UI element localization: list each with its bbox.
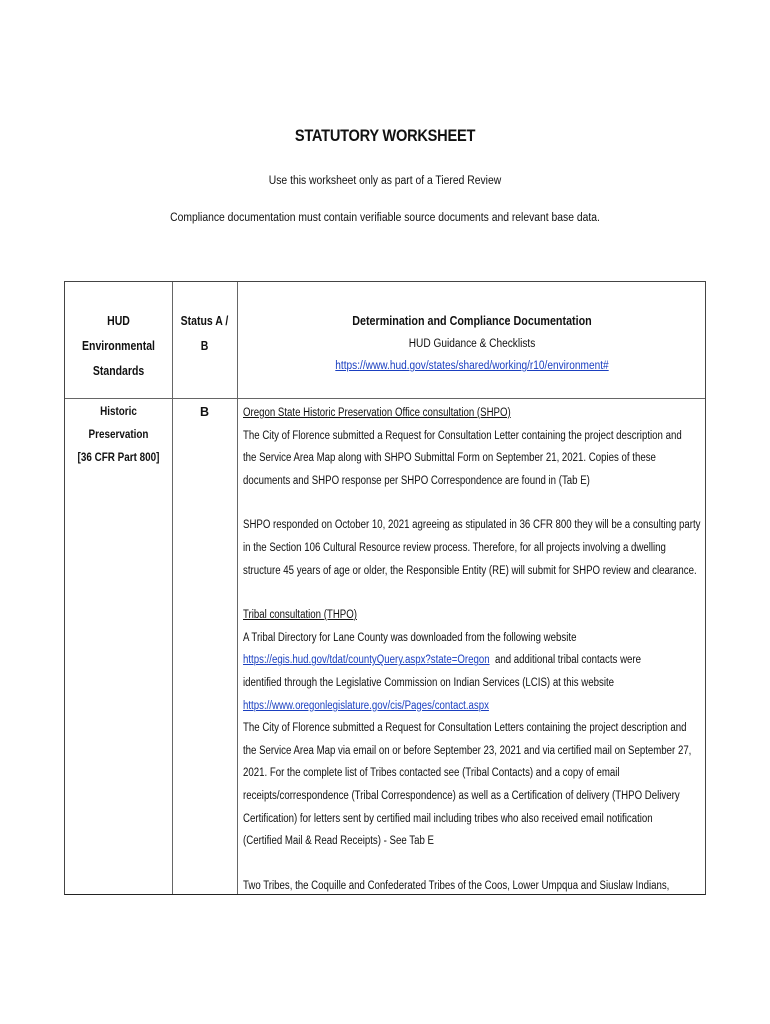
thpo-text-line: receipts/correspondence (Tribal Correspondence) as well as a Certification of delivery (THPO Delivery — [243, 789, 680, 802]
header-standards — [65, 309, 172, 384]
hud-guidance-link[interactable]: https://www.hud.gov/states/shared/working/r10/environment# — [335, 360, 609, 372]
thpo-text-after-link: and additional tribal contacts were — [494, 654, 642, 667]
worksheet-instruction: Use this worksheet only as part of a Tiered Review — [268, 175, 502, 187]
thpo-text-line: (Certified Mail & Read Receipts) - See Tab E — [243, 835, 434, 848]
shpo-response-line: SHPO responded on October 10, 2021 agreeing as stipulated in 36 CFR 800 they will be a consulting party — [243, 519, 701, 532]
header-standards-line2: Standards — [92, 364, 145, 378]
column-divider — [172, 282, 173, 894]
thpo-text-line: the Service Area Map via email on or before September 23, 2021 and via certified mail on September 27, — [243, 744, 692, 757]
standard-citation: [36 CFR Part 800] — [77, 452, 160, 464]
shpo-response-line: in the Section 106 Cultural Resource review process. Therefore, for all projects involving a dwelling — [243, 541, 666, 554]
thpo-heading: Tribal consultation (THPO) — [243, 609, 357, 622]
compliance-note: Compliance documentation must contain verifiable source documents and relevant base data. — [170, 212, 600, 224]
tribal-directory-link[interactable]: https://egis.hud.gov/tdat/countyQuery.aspx?state=Oregon — [243, 654, 490, 667]
status-value: B — [199, 405, 210, 419]
determination-cell — [243, 402, 705, 897]
page-title: STATUTORY WORKSHEET — [294, 126, 476, 145]
thpo-text-line: The City of Florence submitted a Request for Consultation Letters containing the project description and — [243, 722, 687, 735]
lcis-contact-link[interactable]: https://www.oregonlegislature.gov/cis/Pages/contact.aspx — [243, 699, 489, 712]
standard-historic-preservation — [65, 401, 172, 470]
shpo-text-line: The City of Florence submitted a Request for Consultation Letter containing the project description and — [243, 429, 682, 442]
thpo-text-line: identified through the Legislative Commission on Indian Services (LCIS) at this website — [243, 676, 615, 689]
shpo-heading: Oregon State Historic Preservation Office consultation (SHPO) — [243, 407, 511, 419]
header-divider — [65, 398, 705, 399]
statutory-table — [64, 281, 706, 895]
header-determination-title: Determination and Compliance Documentation — [352, 314, 592, 328]
header-status-line2: B — [200, 339, 209, 353]
header-status-line1: Status A / — [180, 314, 229, 328]
thpo-text-line: 2021. For the complete list of Tribes contacted see (Tribal Contacts) and a copy of email — [243, 767, 620, 780]
standard-name: Historic Preservation — [88, 406, 149, 441]
header-standards-line1: HUD Environmental — [82, 314, 155, 353]
thpo-text-line: A Tribal Directory for Lane County was downloaded from the following website — [243, 631, 577, 644]
shpo-text-line: the Service Area Map along with SHPO Submittal Form on September 21, 2021. Copies of these — [243, 452, 656, 465]
shpo-response-line: structure 45 years of age or older, the Responsible Entity (RE) will submit for SHPO review and clearance. — [243, 564, 697, 577]
header-guidance-label: HUD Guidance & Checklists — [408, 338, 536, 350]
header-determination — [237, 309, 707, 378]
shpo-text-line: documents and SHPO response per SHPO Correspondence are found in (Tab E) — [243, 474, 590, 487]
tribes-text-line: Two Tribes, the Coquille and Confederated Tribes of the Coos, Lower Umpqua and Siuslaw Indians, — [243, 879, 670, 892]
thpo-link-line — [243, 649, 705, 672]
header-status — [172, 309, 237, 359]
thpo-text-line: Certification) for letters sent by certified mail including tribes who also received email notification — [243, 812, 653, 825]
